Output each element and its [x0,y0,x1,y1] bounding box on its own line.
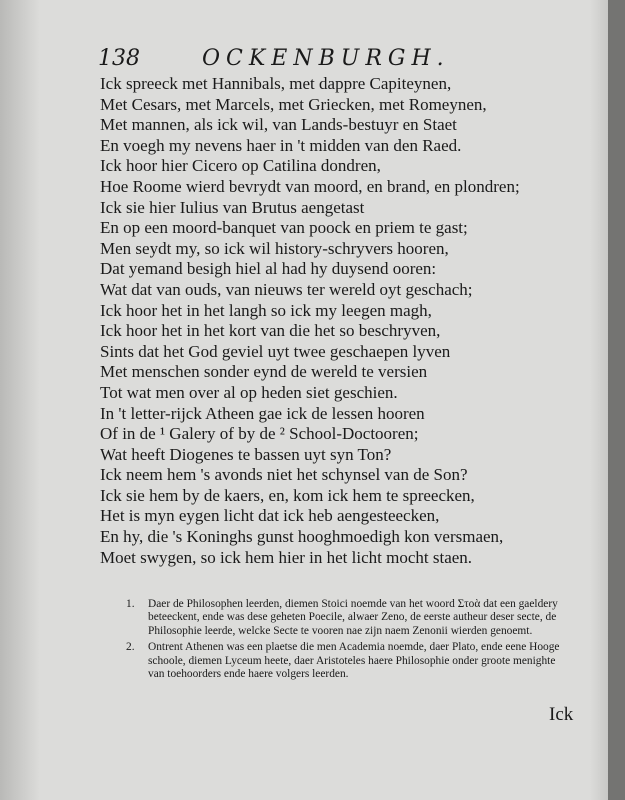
catchword: Ick [549,704,574,725]
footnotes [126,598,566,684]
footnote-number: 1. [126,598,135,610]
poem-line: Ick neem hem 's avonds niet het schynsel van de Son? [100,465,468,485]
scan-background-edge [608,0,625,800]
poem-line: Ick spreeck met Hannibals, met dappre Capiteynen, [100,74,452,93]
poem-line: Met Cesars, met Marcels, met Griecken, met Romeynen, [100,94,487,114]
footnote-text: Ontrent Athenen was een plaetse die men Academia noemde, daer Plato, ende eene Hooge schoole, diemen Lyceum heete, daer Aristoteles haere Philosophie onder groote menighte van toehoorders ende haere volgers leerden. [148,641,560,681]
poem-line: Hoe Roome wierd bevrydt van moord, en brand, en plondren; [100,176,520,196]
poem-line: Ick sie hem by de kaers, en, kom ick hem te spreecken, [100,485,475,505]
page-number: 138 [98,46,140,71]
poem-line: Sints dat het God geviel uyt twee geschaepen lyven [100,341,451,361]
poem-line: In 't letter-rijck Atheen gae ick de lessen hooren [100,403,425,423]
poem-line: Wat dat van ouds, van nieuws ter wereld oyt geschach; [100,279,473,299]
poem-line: En op een moord-banquet van poock en priem te gast; [100,218,468,238]
footnote-text: Daer de Philosophen leerden, diemen Stoici noemde van het woord Στοὰ dat een gaeldery beteeckent, ende was dese geheten Poecile, alwaer Zeno, de eerste autheur deser secte, de Philosophie leerde, welcke Secte te vooren nae zijn naem Zenonii wierden genoemt. [148,598,558,637]
poem-line: Ick sie hier Iulius van Brutus aengetast [100,197,365,217]
poem-line: Dat yemand besigh hiel al had hy duysend ooren: [100,259,437,279]
poem-text [100,74,592,568]
poem-line: Wat heeft Diogenes te bassen uyt syn Ton? [100,444,392,464]
poem-line: Men seydt my, so ick wil history-schryvers hooren, [100,238,449,258]
poem-line: Met menschen sonder eynd de wereld te versien [100,362,428,382]
footnote-2 [126,641,566,681]
footnote-number: 2. [126,641,135,654]
poem-line: Moet swygen, so ick hem hier in het licht mocht staen. [100,547,473,567]
poem-line: Tot wat men over al op heden siet geschien. [100,382,398,402]
poem-line: En hy, die 's Koninghs gunst hooghmoedigh kon versmaen, [100,527,504,547]
poem-line: Ick hoor het in het kort van die het so beschryven, [100,321,441,341]
running-title: OCKENBURGH. [202,46,450,71]
footnote-1 [126,598,566,638]
poem-line: Ick hoor het in het langh so ick my leegen magh, [100,300,432,320]
poem-line: Ick hoor hier Cicero op Catilina dondren, [100,156,381,176]
poem-line: Met mannen, als ick wil, van Lands-bestuyr en Staet [100,115,457,135]
poem-line: Het is myn eygen licht dat ick heb aengesteecken, [100,506,440,526]
poem-line: En voegh my nevens haer in 't midden van den Raed. [100,135,462,155]
poem-line: Of in de ¹ Galery of by de ² School-Doctooren; [100,424,419,444]
